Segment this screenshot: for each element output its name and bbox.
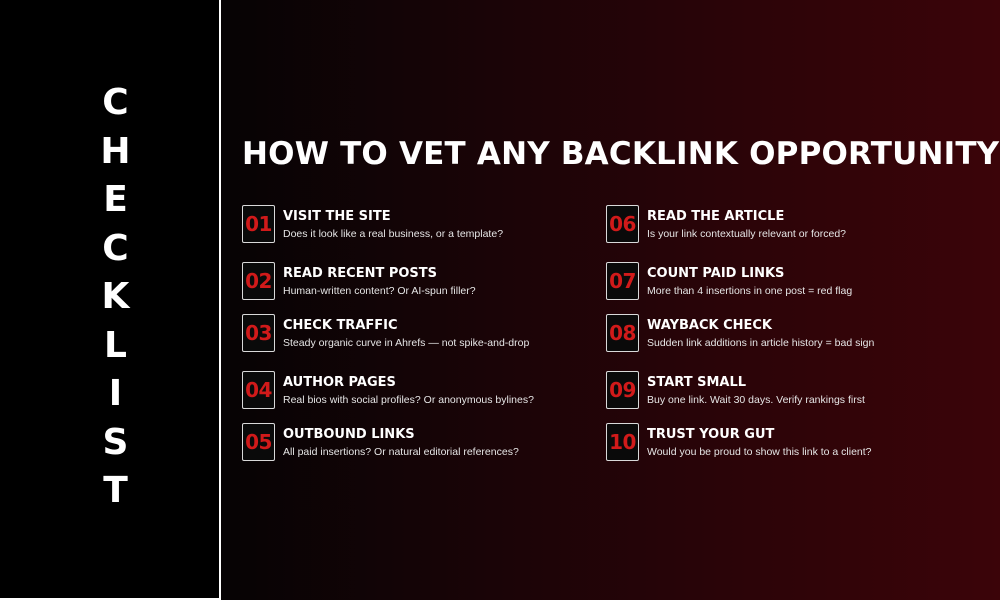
item-description: Buy one link. Wait 30 days. Verify rankings first bbox=[647, 394, 865, 406]
item-description: All paid insertions? Or natural editorial references? bbox=[283, 446, 519, 458]
checklist-item bbox=[606, 371, 956, 415]
number-badge bbox=[242, 262, 275, 300]
item-number: 01 bbox=[245, 212, 272, 236]
checklist-item bbox=[606, 205, 956, 249]
item-description: Steady organic curve in Ahrefs — not spike-and-drop bbox=[283, 337, 530, 349]
item-description: Does it look like a real business, or a template? bbox=[283, 228, 504, 240]
sidebar-letter: E bbox=[103, 179, 128, 220]
item-number: 06 bbox=[609, 212, 636, 236]
page-title: HOW TO VET ANY BACKLINK OPPORTUNITY bbox=[242, 136, 1000, 172]
sidebar-vertical-word bbox=[0, 79, 231, 516]
item-number: 02 bbox=[245, 269, 272, 293]
item-title: AUTHOR PAGES bbox=[283, 375, 396, 390]
checklist-item bbox=[606, 423, 956, 467]
item-description: Is your link contextually relevant or forced? bbox=[647, 228, 847, 240]
sidebar-letter: L bbox=[104, 324, 127, 366]
number-badge bbox=[242, 314, 275, 352]
sidebar-letter: I bbox=[108, 373, 123, 414]
sidebar-letter: S bbox=[102, 421, 129, 463]
item-title: WAYBACK CHECK bbox=[647, 318, 773, 333]
item-description: Human-written content? Or AI-spun filler? bbox=[283, 285, 476, 297]
item-number: 07 bbox=[609, 269, 636, 293]
item-title: READ RECENT POSTS bbox=[283, 266, 438, 281]
item-description: Sudden link additions in article history = bad sign bbox=[647, 337, 875, 349]
sidebar-letter: C bbox=[102, 227, 129, 269]
checklist-item bbox=[606, 262, 956, 306]
item-title: COUNT PAID LINKS bbox=[647, 266, 785, 281]
number-badge bbox=[606, 205, 639, 243]
checklist-item bbox=[606, 314, 956, 358]
checklist-item bbox=[242, 314, 592, 358]
number-badge bbox=[242, 423, 275, 461]
item-title: CHECK TRAFFIC bbox=[283, 318, 398, 333]
item-title: OUTBOUND LINKS bbox=[283, 427, 415, 442]
item-number: 05 bbox=[245, 430, 272, 454]
item-title: READ THE ARTICLE bbox=[647, 209, 785, 224]
item-number: 10 bbox=[609, 430, 636, 454]
sidebar-letter: T bbox=[103, 470, 128, 511]
checklist-item bbox=[242, 205, 592, 249]
item-number: 09 bbox=[609, 378, 636, 402]
checklist-item bbox=[242, 371, 592, 415]
item-title: TRUST YOUR GUT bbox=[647, 427, 775, 442]
sidebar-letter: K bbox=[101, 276, 130, 317]
item-title: VISIT THE SITE bbox=[283, 209, 391, 224]
item-description: Would you be proud to show this link to a client? bbox=[647, 446, 872, 458]
number-badge bbox=[606, 262, 639, 300]
sidebar-panel bbox=[0, 0, 221, 600]
sidebar-letter: H bbox=[100, 130, 131, 172]
number-badge bbox=[242, 205, 275, 243]
number-badge bbox=[606, 314, 639, 352]
checklist-item bbox=[242, 423, 592, 467]
number-badge bbox=[606, 371, 639, 409]
number-badge bbox=[242, 371, 275, 409]
checklist-item bbox=[242, 262, 592, 306]
item-number: 04 bbox=[245, 378, 272, 402]
item-title: START SMALL bbox=[647, 375, 747, 390]
item-description: Real bios with social profiles? Or anonymous bylines? bbox=[283, 394, 534, 406]
item-description: More than 4 insertions in one post = red flag bbox=[647, 285, 853, 297]
number-badge bbox=[606, 423, 639, 461]
item-number: 08 bbox=[609, 321, 636, 345]
item-number: 03 bbox=[245, 321, 272, 345]
sidebar-letter: C bbox=[102, 82, 129, 123]
